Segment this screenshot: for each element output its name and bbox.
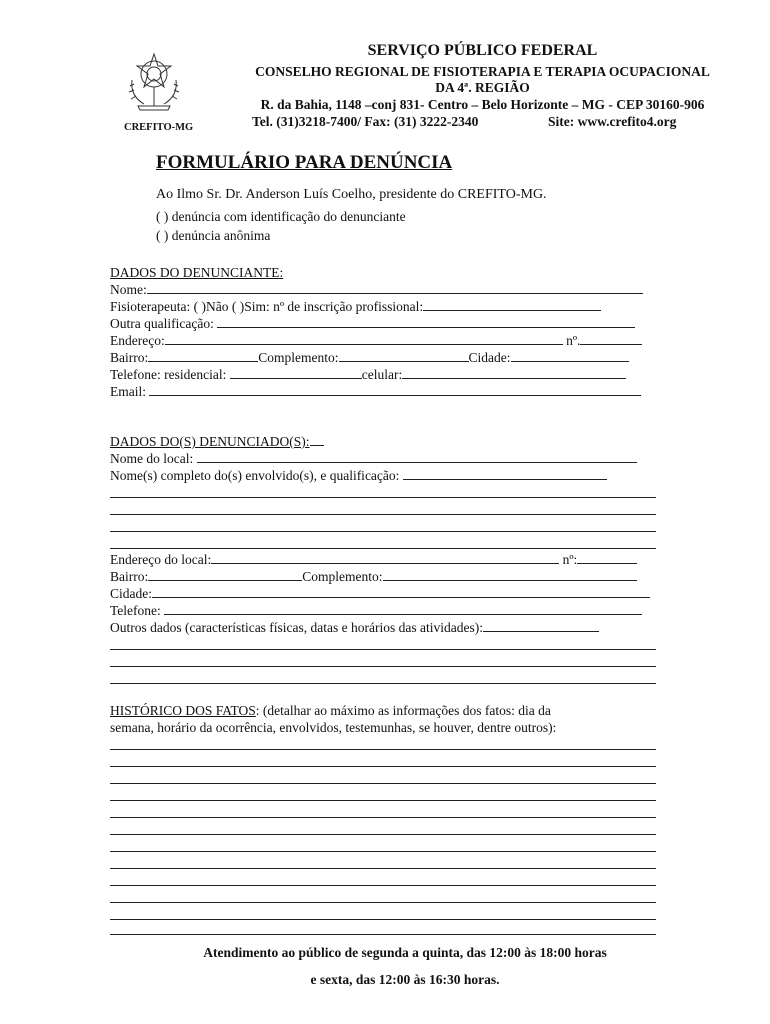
place-name-field[interactable] [197,450,637,463]
place-phone-field[interactable] [164,602,642,615]
involved-line[interactable] [110,531,656,532]
address-label: Endereço: [110,333,165,348]
email-field[interactable] [149,383,641,396]
addressee-text: Ao Ilmo Sr. Dr. Anderson Luís Coelho, presidente do CREFITO-MG. [156,187,547,202]
place-city-field[interactable] [152,585,650,598]
council-address: R. da Bahia, 1148 –conj 831- Centro – Belo Horizonte – MG - CEP 30160-906 [260,97,705,112]
other-data-label: Outros dados (características físicas, datas e horários das atividades): [110,620,483,635]
form-title: FORMULÁRIO PARA DENÚNCIA [156,152,453,173]
number-label: nº. [566,333,581,348]
place-name-label: Nome do local: [110,451,194,466]
history-heading: HISTÓRICO DOS FATOS [110,703,256,718]
history-line[interactable] [110,800,656,801]
other-qualification-label: Outra qualificação: [110,316,214,331]
complainant-heading: DADOS DO DENUNCIANTE: [110,265,284,280]
history-instructions-2: semana, horário da ocorrência, envolvidos, testemunhas, se houver, dentre outros): [110,720,557,735]
home-phone-field[interactable] [230,366,362,379]
involved-label: Nome(s) completo do(s) envolvido(s), e qualificação: [110,468,400,483]
place-number-field[interactable] [577,551,637,564]
involved-line[interactable] [110,548,656,549]
history-line[interactable] [110,919,656,920]
place-phone-label: Telefone: [110,603,161,618]
history-line[interactable] [110,885,656,886]
other-data-line[interactable] [110,649,656,650]
place-complement-field[interactable] [383,568,637,581]
complement-field[interactable] [339,349,469,362]
complement-label: Complemento: [258,350,339,365]
option-anonymous[interactable]: ( ) denúncia anônima [156,228,271,243]
service-title: SERVIÇO PÚBLICO FEDERAL [367,42,598,59]
heading-underline [310,433,324,446]
home-phone-label: Telefone: residencial: [110,367,227,382]
history-line[interactable] [110,834,656,835]
other-data-line[interactable] [110,683,656,684]
history-line[interactable] [110,902,656,903]
footer-hours-line1: Atendimento ao público de segunda a quinta, das 12:00 às 18:00 horas [203,945,607,960]
history-line[interactable] [110,851,656,852]
accused-heading: DADOS DO(S) DENUNCIADO(S): [110,434,310,449]
physio-label: Fisioterapeuta: ( )Não ( )Sim: nº de inscrição profissional: [110,299,424,314]
place-complement-label: Complemento: [302,569,383,584]
council-phone: Tel. (31)3218-7400/ Fax: (31) 3222-2340 [252,114,479,129]
council-name-line2: DA 4ª. REGIÃO [435,80,530,95]
district-label: Bairro: [110,350,149,365]
place-address-field[interactable] [211,551,559,564]
brazil-coat-of-arms-icon [124,50,184,116]
history-instructions: : (detalhar ao máximo as informações dos fatos: dia da [255,703,551,718]
place-number-label: nº: [562,552,578,567]
registration-field[interactable] [423,298,601,311]
other-data-line[interactable] [110,666,656,667]
history-line[interactable] [110,783,656,784]
name-field[interactable] [147,281,643,294]
option-identified[interactable]: ( ) denúncia com identificação do denunciante [156,209,406,224]
history-line[interactable] [110,766,656,767]
address-field[interactable] [165,332,563,345]
other-qualification-field[interactable] [217,315,635,328]
footer-hours-line2: e sexta, das 12:00 às 16:30 horas. [310,972,500,987]
district-field[interactable] [148,349,258,362]
city-field[interactable] [511,349,629,362]
place-district-field[interactable] [148,568,302,581]
history-line[interactable] [110,868,656,869]
name-label: Nome: [110,282,147,297]
place-city-label: Cidade: [110,586,152,601]
number-field[interactable] [580,332,642,345]
mobile-label: celular: [361,367,403,382]
other-data-field[interactable] [483,619,599,632]
involved-line[interactable] [110,514,656,515]
history-line[interactable] [110,749,656,750]
place-district-label: Bairro: [110,569,149,584]
mobile-field[interactable] [402,366,626,379]
seal-caption: CREFITO-MG [124,122,194,133]
council-name-line1: CONSELHO REGIONAL DE FISIOTERAPIA E TERAPIA OCUPACIONAL [255,64,710,79]
email-label: Email: [110,384,146,399]
history-line[interactable] [110,817,656,818]
council-site: Site: www.crefito4.org [548,114,677,129]
city-label: Cidade: [468,350,511,365]
involved-field[interactable] [403,467,607,480]
place-address-label: Endereço do local: [110,552,212,567]
involved-line[interactable] [110,497,656,498]
history-line[interactable] [110,934,656,935]
